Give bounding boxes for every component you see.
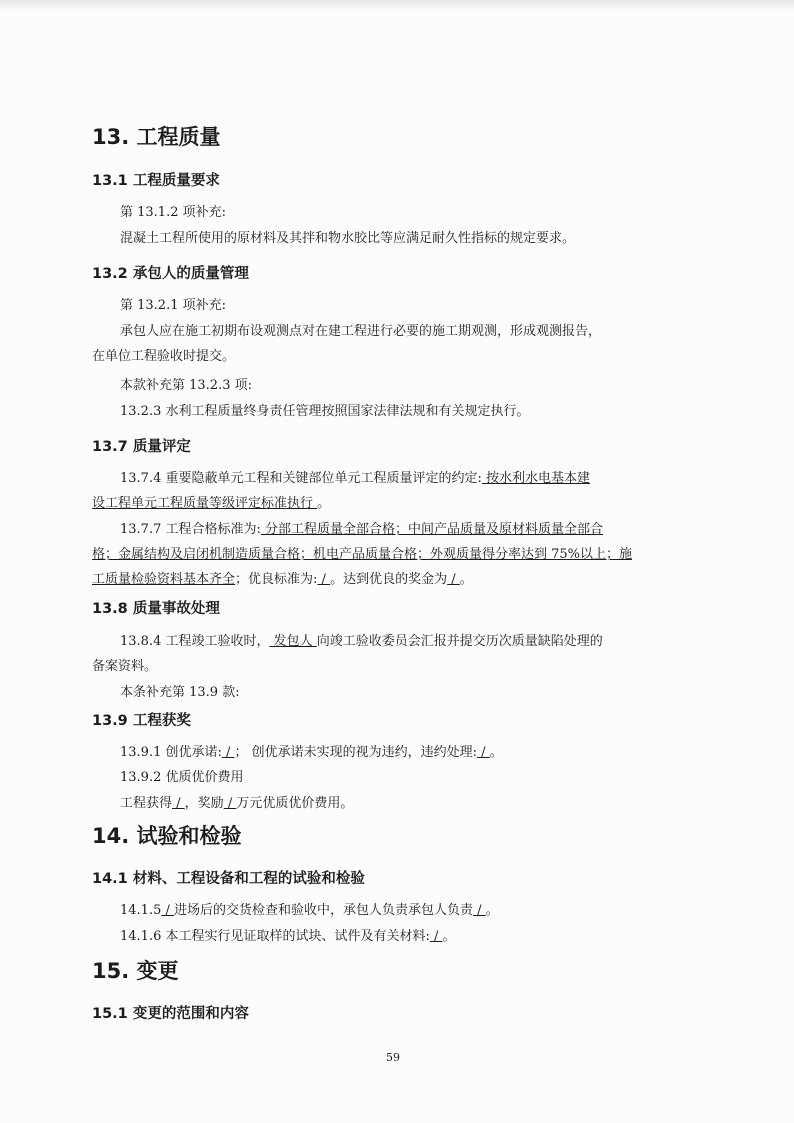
paragraph [120, 467, 590, 486]
text: 13.7.7 工程合格标准为: [120, 522, 261, 537]
paragraph: 在单位工程验收时提交。 [92, 349, 236, 364]
paragraph [120, 741, 503, 760]
paragraph [92, 568, 473, 587]
text: 13.7.4 重要隐蔽单元工程和关键部位单元工程质量评定的约定: [120, 471, 482, 486]
paragraph: 本条补充第 13.9 款: [120, 685, 240, 700]
section-13-heading: 13. 工程质量 [92, 125, 221, 149]
text: 。 [459, 572, 473, 587]
text: 。达到优良的奖金为 [330, 572, 448, 587]
paragraph [92, 543, 632, 562]
filled-blank: / [477, 745, 490, 760]
filled-blank: 按水利水电基本建 [481, 471, 591, 486]
text: 14.1.6 本工程实行见证取样的试块、试件及有关材料: [120, 929, 430, 944]
filled-blank: 分部工程质量全部合格；中间产品质量及原材料质量全部合 [260, 522, 604, 537]
paragraph: 第 13.1.2 项补充: [120, 205, 226, 220]
paragraph: 混凝土工程所使用的原材料及其拌和物水胶比等应满足耐久性指标的规定要求。 [120, 231, 576, 246]
filled-blank: 设工程单元工程质量等级评定标准执行 [92, 496, 318, 511]
text: 。 [317, 496, 331, 511]
filled-blank: 发包人 [269, 634, 317, 649]
paragraph: 备案资料。 [92, 659, 158, 674]
paragraph [120, 630, 603, 649]
filled-blank: / [317, 572, 331, 587]
section-14-1-heading: 14.1 材料、工程设备和工程的试验和检验 [92, 871, 365, 887]
section-13-2-heading: 13.2 承包人的质量管理 [92, 266, 249, 282]
text: 。 [485, 903, 499, 918]
filled-blank: / [172, 796, 185, 811]
paragraph: 承包人应在施工初期布设观测点对在建工程进行必要的施工期观测，形成观测报告， [120, 324, 602, 339]
filled-blank: 格；金属结构及启闭机制造质量合格；机电产品质量合格；外观质量得分率达到 75%以上；施 [92, 547, 633, 562]
filled-blank: / [223, 796, 237, 811]
paragraph [92, 492, 330, 511]
text: 。 [442, 929, 456, 944]
filled-blank: / [447, 572, 460, 587]
filled-blank: / [473, 903, 486, 918]
filled-blank: / [429, 929, 443, 944]
paragraph [120, 518, 603, 537]
paragraph: 13.2.3 水利工程质量终身责任管理按照国家法律法规和有关规定执行。 [120, 404, 530, 419]
paragraph: 第 13.2.1 项补充: [120, 298, 226, 313]
section-14-heading: 14. 试验和检验 [92, 824, 242, 848]
text: ，奖励 [184, 796, 224, 811]
paragraph [120, 899, 499, 918]
text: 13.9.1 创优承诺: [120, 745, 222, 760]
filled-blank: / [221, 745, 235, 760]
text: 进场后的交货检查和验收中，承包人负责承包人负责 [174, 903, 474, 918]
section-15-heading: 15. 变更 [92, 959, 179, 983]
text: ；优良标准为: [235, 572, 318, 587]
section-13-9-heading: 13.9 工程获奖 [92, 713, 191, 729]
paragraph: 13.9.2 优质优价费用 [120, 770, 244, 785]
text: 14.1.5 [120, 903, 162, 918]
text: ； 创优承诺未实现的视为违约，违约处理: [234, 745, 478, 760]
text: 。 [489, 745, 503, 760]
paragraph: 本款补充第 13.2.3 项: [120, 378, 252, 393]
text: 13.8.4 工程竣工验收时， [120, 634, 270, 649]
page-number: 59 [386, 1051, 400, 1064]
text: 万元优质优价费用。 [236, 796, 354, 811]
section-13-7-heading: 13.7 质量评定 [92, 439, 191, 455]
text: 工程获得 [120, 796, 173, 811]
section-13-1-heading: 13.1 工程质量要求 [92, 173, 220, 189]
section-15-1-heading: 15.1 变更的范围和内容 [92, 1006, 249, 1022]
filled-blank: 工质量检验资料基本齐全 [92, 572, 236, 587]
paragraph [120, 792, 353, 811]
paragraph [120, 925, 456, 944]
text: 向竣工验收委员会汇报并提交历次质量缺陷处理的 [316, 634, 603, 649]
filled-blank: / [161, 903, 175, 918]
section-13-8-heading: 13.8 质量事故处理 [92, 601, 220, 617]
